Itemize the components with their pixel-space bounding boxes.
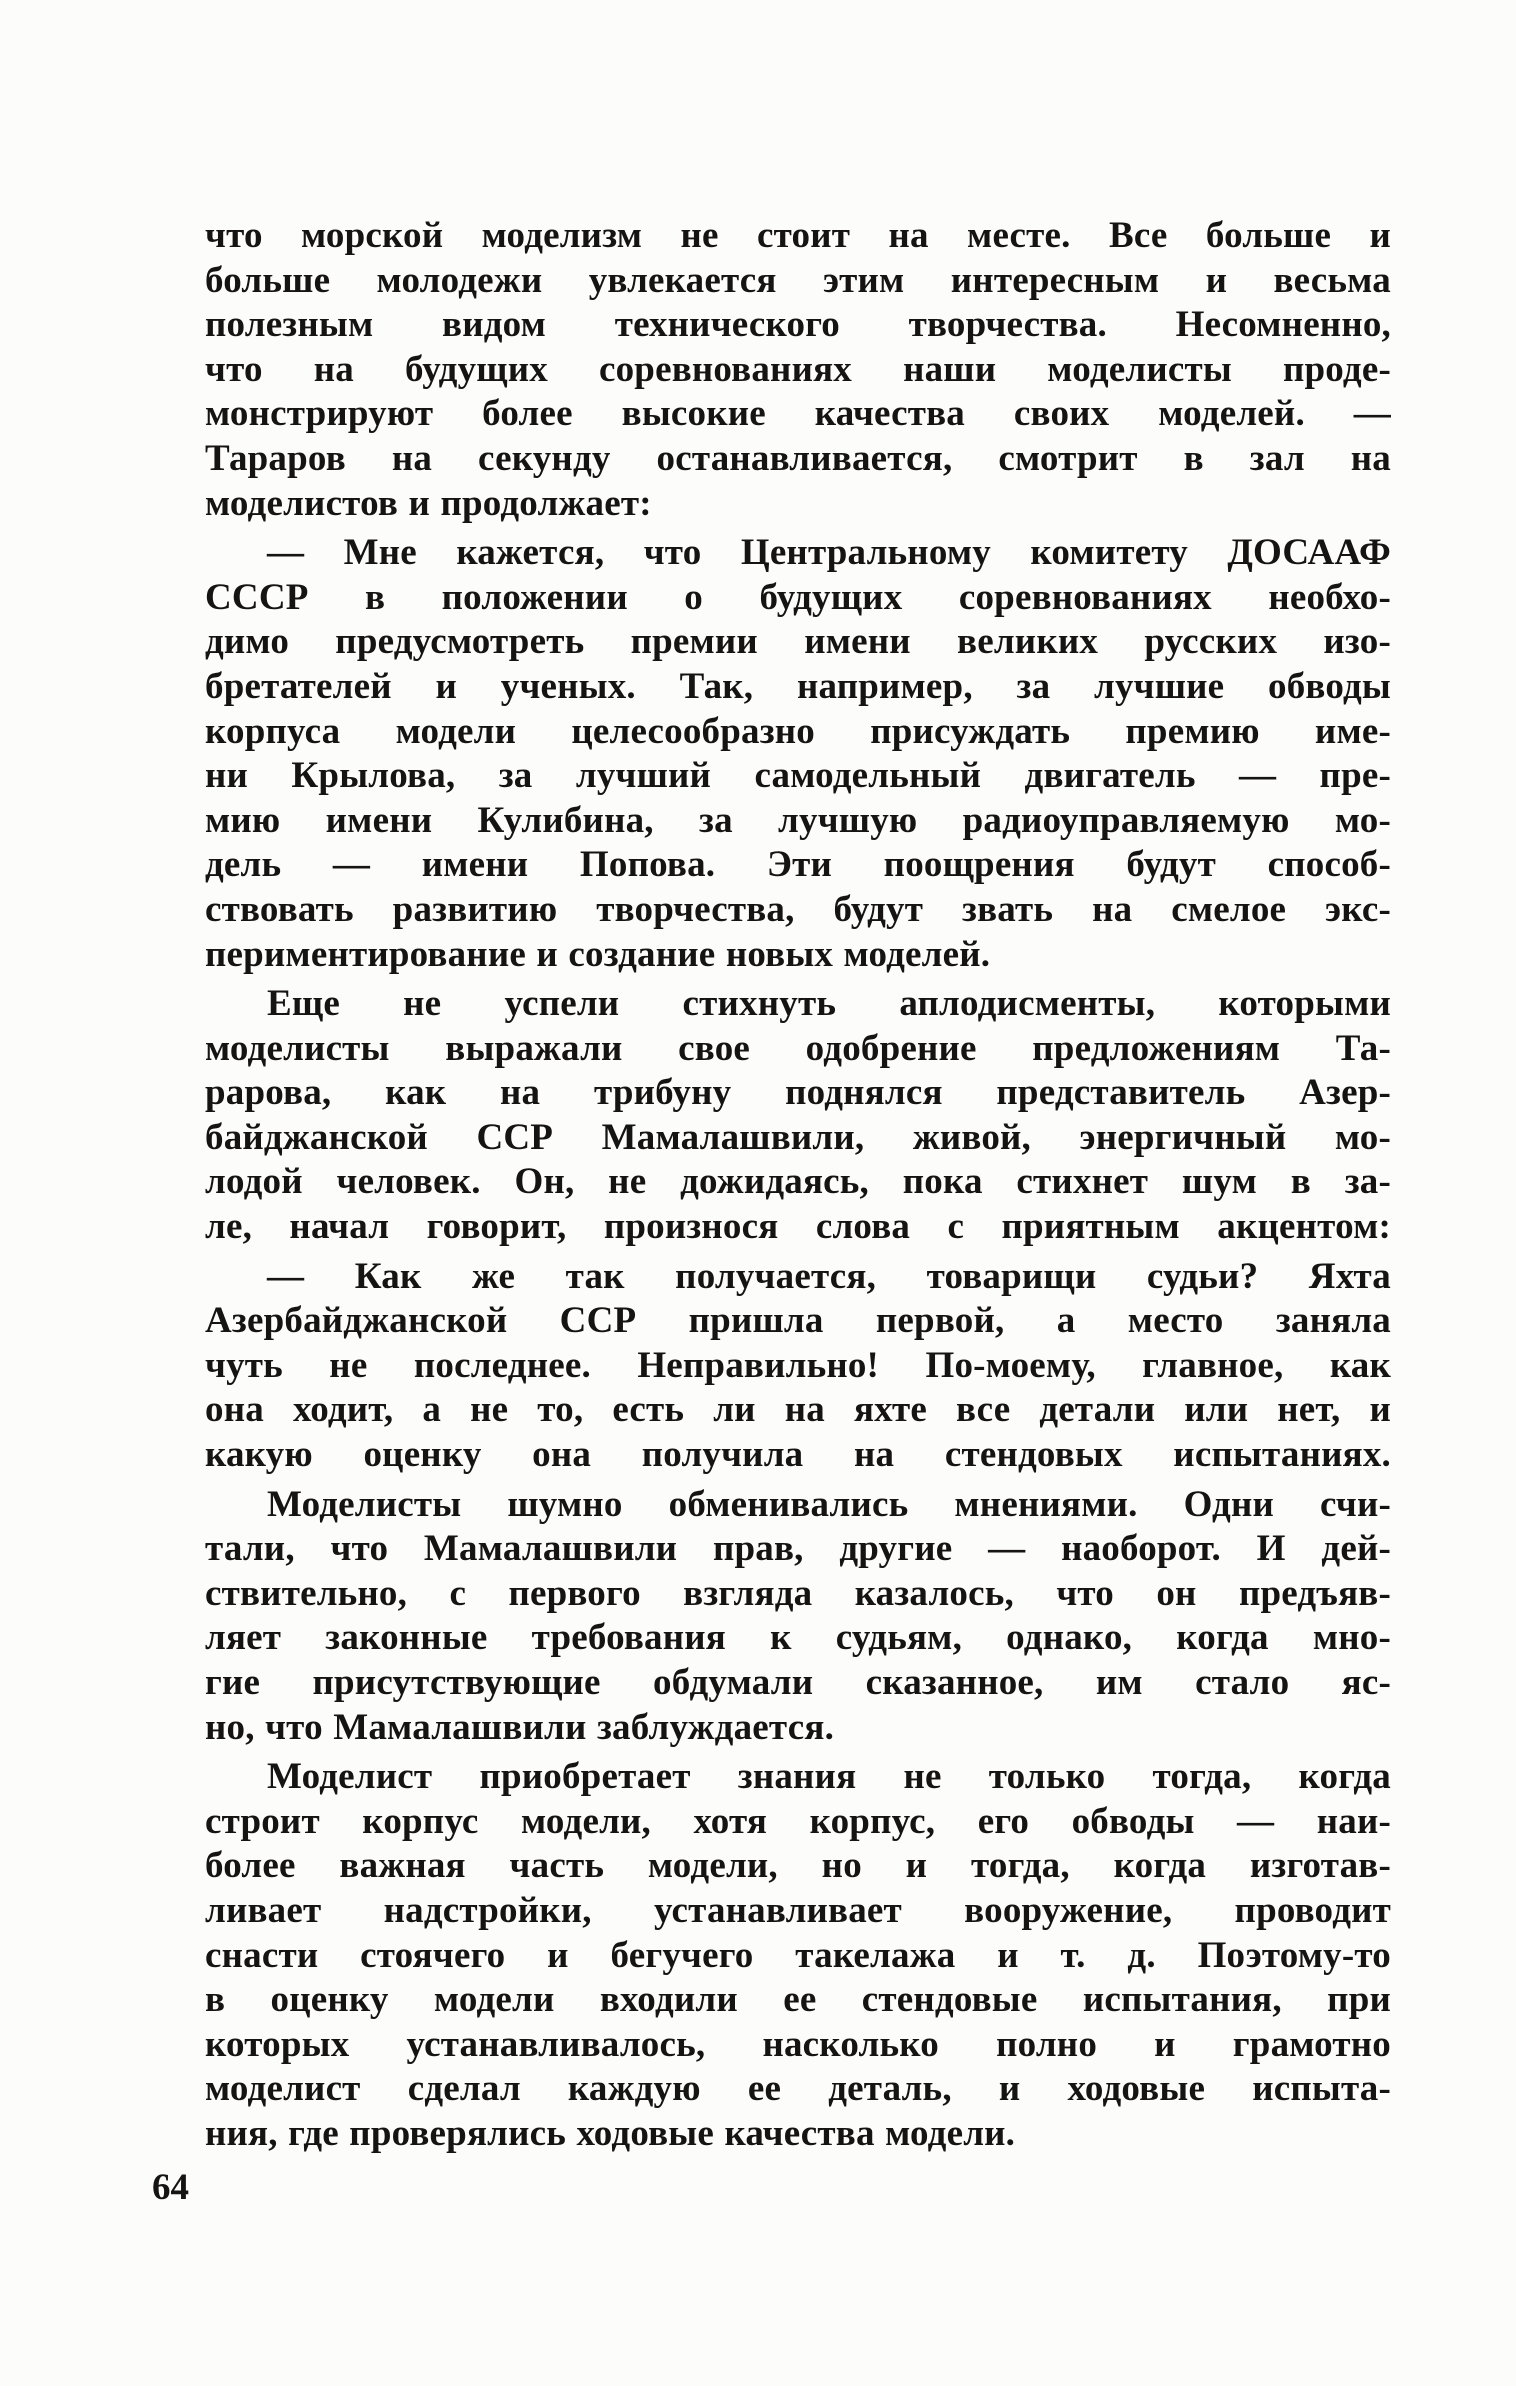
text-line: ле, начал говорит, произнося слова с приятным акцентом: [205,1206,1391,1248]
text-line: больше молодежи увлекается этим интересным и весьма [205,259,1391,301]
text-line: корпуса модели целесообразно присуждать премию име- [205,710,1391,752]
text-line: рарова, как на трибуну поднялся представитель Азер- [205,1072,1391,1114]
text-line: которых устанавливалось, насколько полно и грамотно [205,2023,1391,2065]
text-line: моделист сделал каждую ее деталь, и ходовые испыта- [205,2068,1391,2110]
text-line: — Мне кажется, что Центральному комитету ДОСААФ [267,532,1391,574]
text-line: какую оценку она получила на стендовых испытаниях. [205,1434,1391,1476]
text-line: полезным видом технического творчества. Несомненно, [205,304,1391,346]
text-line: ливает надстройки, устанавливает вооружение, проводит [205,1889,1391,1931]
text-line: лодой человек. Он, не дожидаясь, пока стихнет шум в за- [205,1161,1391,1203]
text-line: тали, что Мамалашвили прав, другие — наоборот. И дей- [205,1528,1391,1570]
paragraph [205,214,1391,526]
text-line: периментирование и создание новых моделей. [205,933,991,975]
text-line: байджанской ССР Мамалашвили, живой, энергичный мо- [205,1116,1391,1158]
paragraph [205,1755,1391,2156]
text-line: она ходит, а не то, есть ли на яхте все детали или нет, и [205,1389,1391,1431]
text-line: в оценку модели входили ее стендовые испытания, при [205,1979,1391,2021]
text-line: — Как же так получается, товарищи судьи? Яхта [267,1255,1391,1297]
text-line: Моделист приобретает знания не только тогда, когда [267,1756,1391,1798]
text-line: Тараров на секунду останавливается, смотрит в зал на [205,437,1391,479]
text-line: ствовать развитию творчества, будут звать на смелое экс- [205,888,1391,930]
text-line: Азербайджанской ССР пришла первой, а место заняла [205,1300,1391,1342]
text-line: СССР в положении о будущих соревнованиях необхо- [205,576,1391,618]
text-line: ствительно, с первого взгляда казалось, что он предъяв- [205,1572,1391,1614]
text-line: гие присутствующие обдумали сказанное, им стало яс- [205,1662,1391,1703]
text-line: моделистов и продолжает: [205,482,652,524]
text-line: более важная часть модели, но и тогда, когда изготав- [205,1845,1391,1887]
text-line: мию имени Кулибина, за лучшую радиоуправляемую мо- [205,799,1391,841]
text-line: Еще не успели стихнуть аплодисменты, которыми [267,983,1391,1025]
paragraph [205,1483,1391,1751]
text-line: бретателей и ученых. Так, например, за лучшие обводы [205,665,1391,707]
text-line: что на будущих соревнованиях наши моделисты проде- [205,348,1391,390]
text-line: снасти стоячего и бегучего такелажа и т. д. Поэтому-то [205,1934,1391,1976]
page-text-block [205,214,1391,2157]
paragraph [205,982,1391,1250]
text-line: Моделисты шумно обменивались мнениями. Одни счи- [267,1483,1391,1525]
text-line: но, что Мамалашвили заблуждается. [205,1706,835,1748]
page-number: 64 [152,2167,189,2208]
text-line: дель — имени Попова. Эти поощрения будут способ- [205,844,1391,886]
paragraph [205,531,1391,977]
text-line: ляет законные требования к судьям, однако, когда мно- [205,1617,1391,1659]
text-line: чуть не последнее. Неправильно! По-моему, главное, как [205,1344,1391,1386]
text-line: димо предусмотреть премии имени великих русских изо- [205,621,1391,663]
text-line: ния, где проверялись ходовые качества модели. [205,2112,1016,2154]
text-line: что морской моделизм не стоит на месте. Все больше и [205,215,1391,256]
text-line: ни Крылова, за лучший самодельный двигатель — пре- [205,755,1391,797]
paragraph [205,1255,1391,1478]
text-line: строит корпус модели, хотя корпус, его обводы — наи- [205,1800,1391,1842]
text-line: моделисты выражали свое одобрение предложениям Та- [205,1027,1391,1069]
text-line: монстрируют более высокие качества своих моделей. — [205,393,1391,435]
